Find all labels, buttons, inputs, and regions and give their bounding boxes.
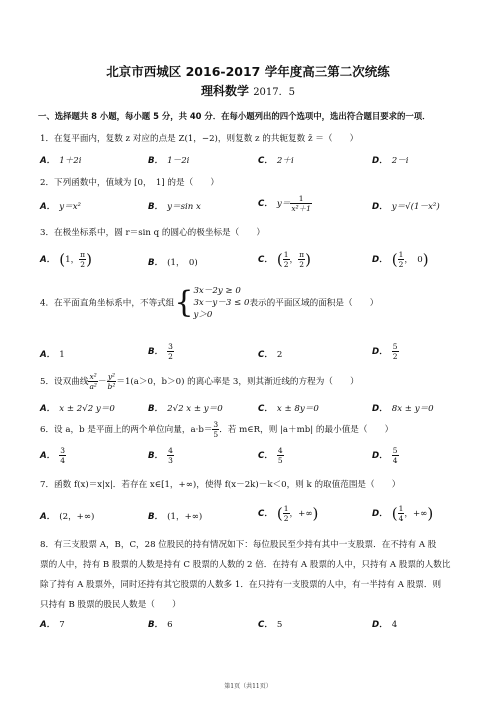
question-8-line-4: 只持有 B 股票的股民人数是（ ）: [40, 600, 181, 610]
q1-option-d: D． 2－i: [372, 156, 409, 166]
q4-option-d: D． $\frac{5}{2}$: [372, 342, 398, 361]
q5-option-a: A． x ± 2√2 y＝0: [40, 404, 115, 414]
q2-option-a: A． y＝x²: [40, 202, 81, 212]
q3-option-b: B． (1， 0): [148, 258, 198, 268]
q6-option-c: C． $\frac{4}{5}$: [258, 446, 283, 465]
q1-option-b: B． 1－2i: [148, 156, 190, 166]
q3-option-c: C． ( $\frac{1}{2}$ ， $\frac{\pi}{2}$ ): [258, 250, 311, 269]
q1-option-a: A． 1＋2i: [40, 156, 82, 166]
page-footer: 第1页（共11页）: [224, 683, 272, 690]
q7-option-a: A． (2，+∞): [40, 512, 95, 522]
q3-option-d: D． ( $\frac{1}{2}$ ， 0): [372, 250, 429, 269]
exam-subtitle: [0, 82, 496, 99]
question-5-stem: 5．设双曲线 $\frac{\text{x²}}{\text{a²}}$ － $\frac{\text{y²}}{\text{b²}}$ ＝1(a＞0，b＞0) 的离心率是 3，则其渐近线的方程为（ ）: [40, 372, 359, 391]
q2-option-b: B． y＝sin x: [148, 202, 201, 212]
q7-option-b: B． (1，+∞): [148, 512, 203, 522]
question-4-stem: 4．在平面直角坐标系中，不等式组{ 3x－2y ≥ 0 3x－y－3 ≤ 0 y＞0 表示的平面区域的面积是（ ）: [40, 285, 379, 320]
question-3-stem: 3．在极坐标系中，圆 r＝sin q 的圆心的极坐标是（ ）: [40, 228, 266, 238]
subject-label: 理科数学: [200, 84, 249, 98]
question-1-stem: 1．在复平面内，复数 z 对应的点是 Z(1，−2)，则复数 z 的共轭复数 z̄ ＝（ ）: [40, 134, 359, 144]
q6-option-b: B． $\frac{4}{3}$: [148, 446, 173, 465]
question-6-stem: 6．设 a，b 是平面上的两个单位向量，a·b＝ $\frac{3}{5}$ ．若 m∈R，则 |a＋mb| 的最小值是（ ）: [40, 420, 394, 439]
question-8-line-2: 票的人中，持有 B 股票的人数是持有 C 股票的人数的 2 倍．在持有 A 股票的人中，只持有 A 股票的人数比: [40, 560, 451, 570]
q4-option-a: A． 1: [40, 350, 65, 360]
q7-option-c: C． ( $\frac{1}{2}$ ，+∞): [258, 504, 319, 523]
q7-option-d: D． ( $\frac{1}{4}$ ，+∞): [372, 504, 434, 523]
q8-option-b: B． 6: [148, 620, 173, 630]
q4-option-b: B． $\frac{3}{2}$: [148, 342, 173, 361]
q6-option-a: A． $\frac{3}{4}$: [40, 446, 66, 465]
q8-option-d: D． 4: [372, 620, 398, 630]
q8-option-c: C． 5: [258, 620, 283, 630]
q5-option-d: D． 8x ± y＝0: [372, 404, 434, 414]
q8-option-a: A． 7: [40, 620, 65, 630]
exam-date: 2017．5: [253, 87, 295, 98]
question-8-line-3: 除了持有 A 股票外，同时还持有其它股票的人数多 1．在只持有一支股票的人中，有一半持有 A 股票．则: [40, 580, 442, 590]
exam-title: 北京市西城区 2016-2017 学年度高三第二次统练: [106, 64, 390, 79]
q6-option-d: D． $\frac{5}{4}$: [372, 446, 398, 465]
q2-option-d: D． y＝√(1－x²): [372, 202, 440, 212]
question-2-stem: 2．下列函数中，值域为 [0， 1] 的是（ ）: [40, 178, 219, 188]
q4-option-c: C． 2: [258, 350, 283, 360]
question-7-stem: 7．函数 f(x)＝x|x|．若存在 x∈[1，+∞)，使得 f(x－2k)－k＜0，则 k 的取值范围是（ ）: [40, 480, 401, 490]
section-heading: 一、选择题共 8 小题，每小题 5 分，共 40 分．在每小题列出的四个选项中，选出符合题目要求的一项．: [38, 111, 431, 121]
question-8-line-1: 8．有三支股票 A，B，C，28 位股民的持有情况如下：每位股民至少持有其中一支股票．在不持有 A 股: [40, 540, 437, 550]
q5-option-c: C． x ± 8y＝0: [258, 404, 319, 414]
q1-option-c: C． 2＋i: [258, 156, 294, 166]
q2-option-c: C． y＝ $\frac{1}{\text{x²＋1}}$: [258, 194, 311, 213]
q5-option-b: B． 2√2 x ± y＝0: [148, 404, 223, 414]
q3-option-a: A． (1， $\frac{\pi}{2}$ ): [40, 250, 92, 269]
